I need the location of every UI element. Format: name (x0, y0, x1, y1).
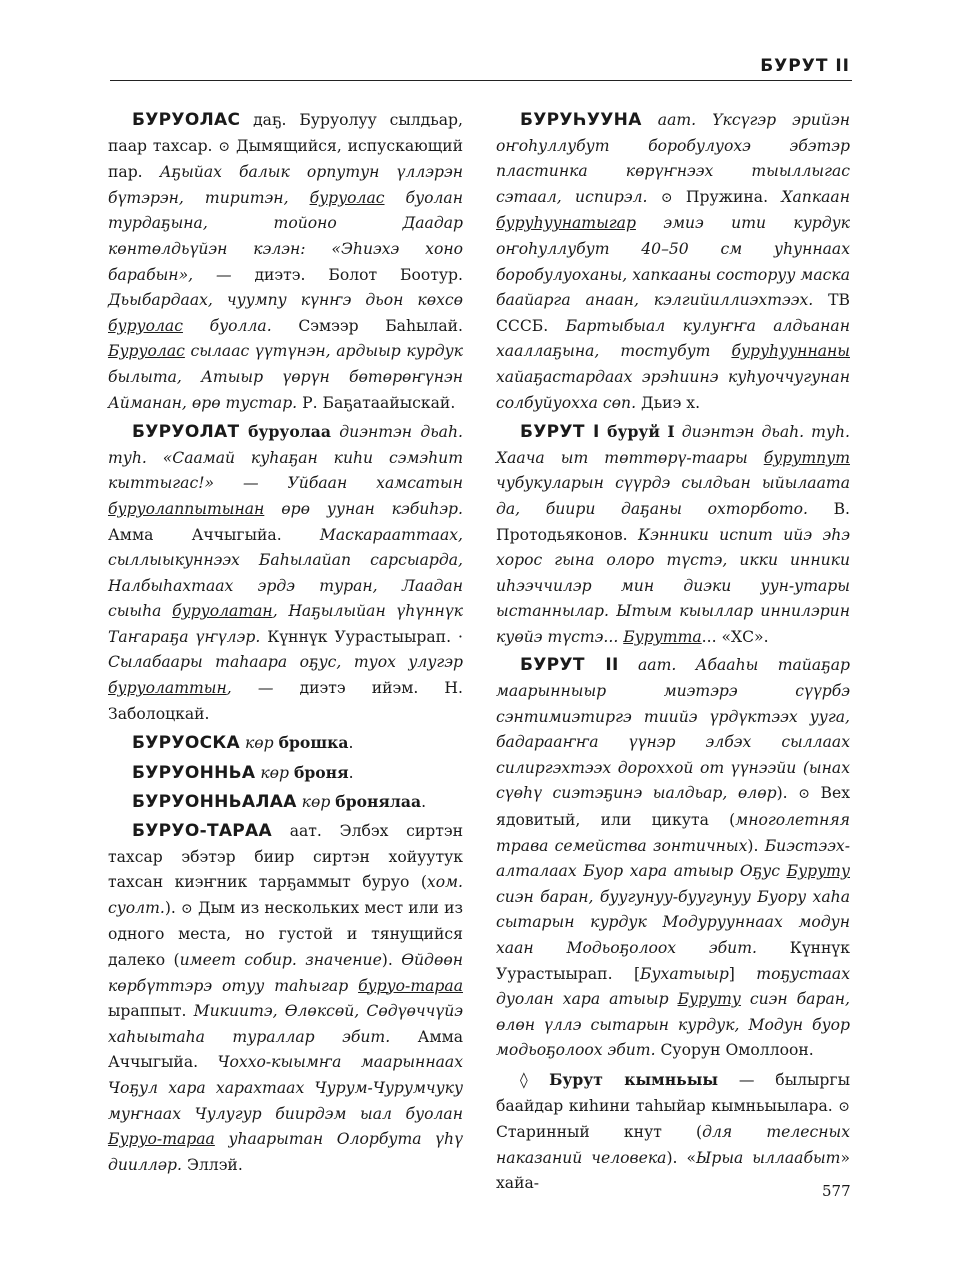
russian-translation-icon: ⊙ (181, 900, 193, 917)
entry-буруонньа: БУРУОННЬА көр броня. (132, 762, 354, 783)
headword: БУРУОЛАС (132, 110, 241, 130)
entry-буруонньалаа: БУРУОННЬАЛАА көр бронялаа. (132, 792, 427, 813)
entry-бурут-кымньыы: ◊ Бурут кымньыы — былыргы баайдар киһини таһыйар кымньыылара. ⊙ Старинный кнут (для телесных наказаний человека). «Ырыа ыллаабыт» хайа- (496, 1069, 851, 1193)
russian-translation-icon: ⊙ (838, 1098, 850, 1115)
lozenge-icon: ◊ (520, 1070, 528, 1089)
entry-буруолат: БУРУОЛАТ буруолаа диэнтэн дьаһ. туһ. «Саамай куһаҕан киһи сэмэһит кыттыгас!» — Уйбаан хамсатын буруолаппытынан өрө уунан кэбиһэр. Амма Аччыгыйа. Маскарааттаах, сыллыыкуннээх Баһылайап сарсыарда, Налбыһахтаах эрдэ туран, Лаадан сыыһа буруолатан, Наҕылыйан үһүннүк Таҥараҕа үҥүлэр. Күннүк Уурастыырап. · Сылабаары таһаара оҕус, туох улугэр буруолаттын, — диэтэ ийэм. Н. Заболоцкай. (108, 422, 463, 723)
headword: БУРУТ I (520, 422, 600, 443)
entry-бурут-i: БУРУТ I буруй I диэнтэн дьаһ. туһ. Хаача ыт төттөрү-таары бурутпут чубукуларын сүүрдэ сылдьан ыйылаата да, биири даҕаны охторбото. В. Протодьяконов. Кэнники испит ийэ эһэ хорос гына олоро түстэ, икки инники иһээччилэр мин диэки уун-утары ыстаннылар. Ытым кыыллар иннилэрин куөйэ түстэ... Бурутта... «ХС». (496, 422, 850, 646)
page-number: 577 (822, 1182, 851, 1200)
left-column (108, 108, 463, 1181)
entry-буруо-тараа: БУРУО-ТАРАА аат. Элбэх сиртэн тахсар эбэтэр биир сиртэн хойуутук тахсан киэҥник тарҕаммыт буруо (хом. суолт.). ⊙ Дым из нескольких мест или из одного места, но густой и тянущийся далеко (имеет собир. значение). Өйдөөн көрбүттэрэ отуу таһыгар буруо-тараа ыраппыт. Микиитэ, Өлөксөй, Сөдүөччүйэ хаһыытаһа тураллар эбит. Амма Аччыгыйа. Чоххо-кыымҥа маарыннаах Чоҕул хара харахтаах Чурум-Чурумчуку муҥнаах Чулугур биирдэм ыал буолан Буруо-тараа уһаарытан Олорбута үһү диилләр. Эллэй. (108, 821, 463, 1174)
entry-бурут-ii: БУРУТ II аат. Абааһы тайаҕар маарынныыр миэтэрэ сүүрбэ сэнтимиэтиргэ тиийэ үрдүктээх ууга, бадарааҥҥа үүнэр элбэх сыллаах силиргэхтээх дороххой от үүнээйи (ынах сүөһү сиэтэҕинэ ыалдьар, өлөр). ⊙ Вех ядовитый, или цикута (многолетняя трава семейства зонтичных). Биэстээх-алталаах Буор хара атыыр Оҕус Буруту сиэн баран, буугунуу-буугунуу Буору хаһа сытарын курдук Модурууннаах модун хаан Модьоҕолоох эбит. Күннүк Уурастыырап. [Бухатыыр] тоҕустаах дуолан хара атыыр Буруту сиэн баран, өлөн үллэ сытарын курдук, Модун буор модьоҕолоох эбит. Суорун Омоллоон. (496, 655, 850, 1060)
entry-буруолас: БУРУОЛАС даҕ. Буруолуу сылдьар, паар тахсар. ⊙ Дымящийся, испускающий пар. Аҕыйах балык орпутун үллэрэн бүтэрэн, тиритэн, буруолас буолан турдаҕына, тойоно Даадар көнтөлдьүйэн кэлэн: «Эһиэхэ хоно барабын», — диэтэ. Болот Боотур. Дьыбардаах, чуумпу күнҥэ дьон көхсө буруолас буолла. Сэмээр Баһылай. Буруолас сылаас үүтүнэн, ардыыр курдук былыта, Атыыр үөрүн бөтөрөҥүнэн Айманан, өрө тустар. Р. Баҕатаайыскай. (108, 110, 463, 412)
headword: БУРУҺУУНА (520, 110, 642, 130)
russian-translation-icon: ⊙ (798, 786, 810, 803)
russian-translation-icon: ⊙ (218, 138, 231, 155)
running-head: БУРУТ II (760, 56, 850, 76)
headword: БУРУОСКА (132, 733, 241, 754)
headword: БУРУО-ТАРАА (132, 821, 272, 842)
headword: БУРУОЛАТ (132, 422, 240, 443)
headword: БУРУОННЬА (132, 762, 256, 783)
running-header (110, 56, 852, 81)
headword: БУРУТ II (520, 655, 619, 676)
entry-буруһууна: БУРУҺУУНА аат. Үксүгэр эрийэн оҥоһуллубут боробулуохэ эбэтэр пластинка көрүҥнээх тыыллыгас сэтаал, испирэл. ⊙ Пружина. Хапкаан буруһуунатыгар эмиэ ити курдук оҥоһуллубут 40–50 см уһуннаах боробулуоханы, хапкааны состоруу маска баайарга анаан, кэлгийиллиэхтээх. ТВ СССБ. Бартыбыал кулуҥҥа алдьанан хааллаҕына, тостубут буруһууннаны хайаҕастардаах эрэһиинэ куһуоччугунан солбуйуохха сөп. Дьиэ х. (496, 110, 850, 412)
russian-translation-icon: ⊙ (660, 189, 673, 206)
headword: БУРУОННЬАЛАА (132, 792, 297, 813)
right-column (496, 108, 850, 1200)
entry-буруоска: БУРУОСКА көр брошка. (132, 733, 354, 754)
